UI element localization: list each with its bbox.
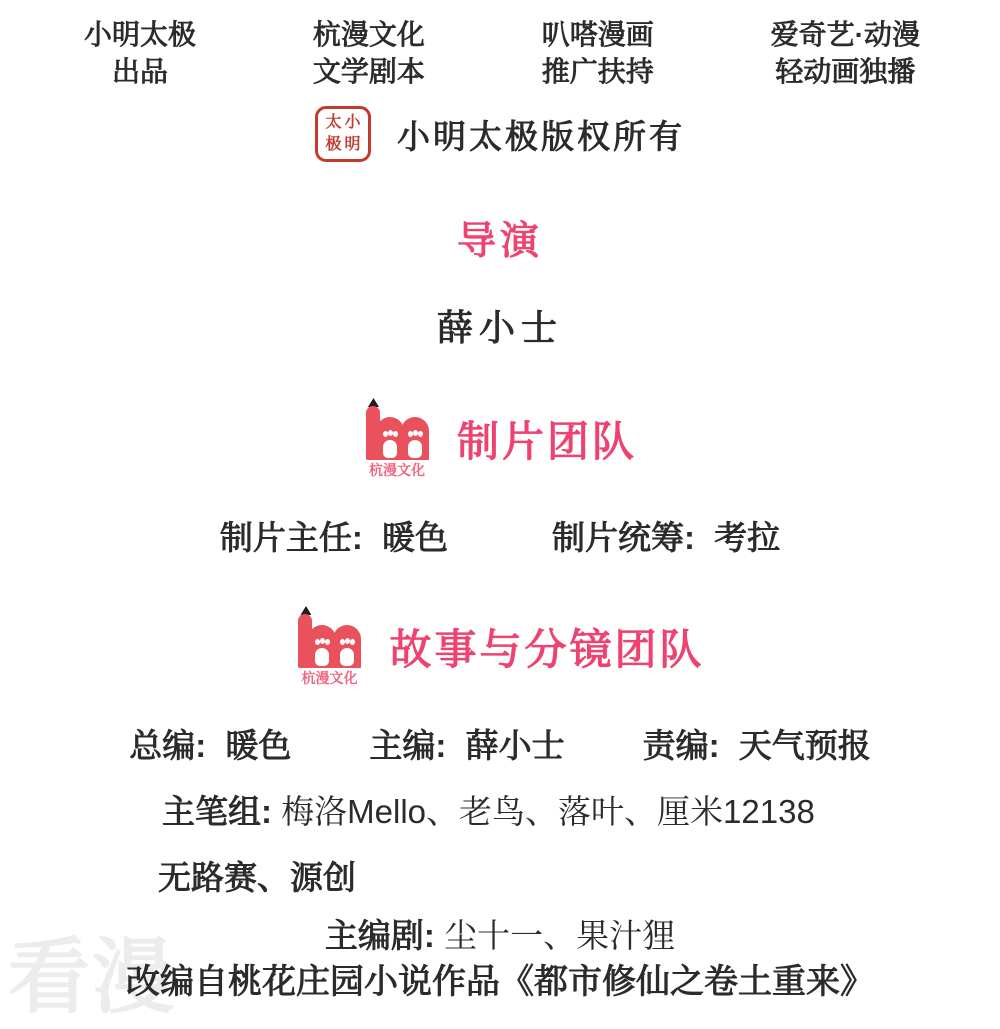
artists-names: 梅洛Mello、老鸟、落叶、厘米12138 — [281, 793, 815, 830]
production-team-title: 制片团队 — [456, 418, 637, 465]
screenwriters-names: 尘十一、果汁狸 — [444, 917, 676, 954]
credit-script-role: 文学剧本 — [312, 56, 425, 87]
credit-script-name: 杭漫文化 — [312, 19, 425, 50]
xiaoming-taiji-seal-icon — [315, 106, 371, 162]
logo-m-shape — [366, 406, 428, 460]
credit-broadcast — [771, 16, 920, 90]
paw-icon — [382, 431, 398, 458]
copyright-row — [0, 106, 1000, 162]
logo-wordmark: 杭漫文化 — [368, 462, 425, 478]
role-label: 责编: — [642, 727, 720, 764]
logo-arch-right — [333, 625, 361, 668]
top-credits-row — [84, 16, 920, 90]
role-value: 暖色 — [382, 519, 448, 556]
role-production-director — [220, 512, 448, 559]
screenwriters-row — [0, 910, 1000, 957]
artists-line1 — [162, 786, 815, 833]
hangman-culture-logo-icon — [363, 398, 431, 480]
production-team-header — [0, 398, 1000, 480]
credit-publisher-role: 出品 — [112, 56, 169, 87]
screenwriters-label: 主编剧: — [324, 917, 435, 954]
director-name: 薛小士 — [436, 307, 563, 348]
paw-icon — [314, 639, 330, 666]
role-value: 考拉 — [714, 519, 781, 556]
hangman-culture-logo-icon — [295, 606, 363, 688]
role-responsible-editor — [643, 720, 871, 767]
credit-publisher — [84, 16, 196, 90]
logo-arch-left — [308, 625, 336, 668]
role-label: 制片主任: — [219, 519, 363, 556]
role-value: 暖色 — [225, 727, 292, 764]
adaptation-note: 改编自桃花庄园小说作品《都市修仙之卷土重来》 — [126, 963, 874, 1001]
logo-wordmark: 杭漫文化 — [301, 670, 358, 686]
seal-right-column: 小明 — [344, 114, 361, 153]
seal-left-column: 太极 — [325, 114, 342, 153]
logo-arch-right — [401, 417, 429, 460]
credit-broadcast-role: 轻动画独播 — [775, 56, 916, 87]
credit-promotion-name: 叭嗒漫画 — [541, 19, 654, 50]
story-team-title: 故事与分镜团队 — [389, 626, 705, 673]
credit-promotion — [542, 16, 654, 90]
role-value: 薛小士 — [465, 727, 565, 764]
role-chief-editor — [129, 720, 291, 767]
director-section-title: 导演 — [456, 220, 543, 263]
story-editors-row — [0, 720, 1000, 767]
copyright-text: 小明太极版权所有 — [397, 117, 685, 155]
logo-m-shape — [298, 614, 360, 668]
credit-broadcast-name: 爱奇艺·动漫 — [770, 19, 920, 50]
credit-publisher-name: 小明太极 — [84, 19, 197, 50]
role-value: 天气预报 — [738, 727, 871, 764]
kanman-watermark: 看漫 — [8, 932, 177, 1023]
role-main-editor — [369, 720, 564, 767]
paw-icon — [407, 431, 423, 458]
production-roles-row — [0, 512, 1000, 559]
role-label: 主编: — [369, 727, 447, 764]
paw-icon — [339, 639, 355, 666]
artists-label: 主笔组: — [162, 793, 272, 830]
role-label: 制片统筹: — [552, 519, 695, 556]
logo-arch-left — [376, 417, 404, 460]
credit-promotion-role: 推广扶持 — [541, 56, 654, 87]
credit-script — [313, 16, 425, 90]
artists-line2: 无路赛、源创 — [158, 859, 356, 896]
role-production-coordinator — [552, 512, 780, 559]
story-team-header — [0, 606, 1000, 688]
role-label: 总编: — [129, 727, 207, 764]
